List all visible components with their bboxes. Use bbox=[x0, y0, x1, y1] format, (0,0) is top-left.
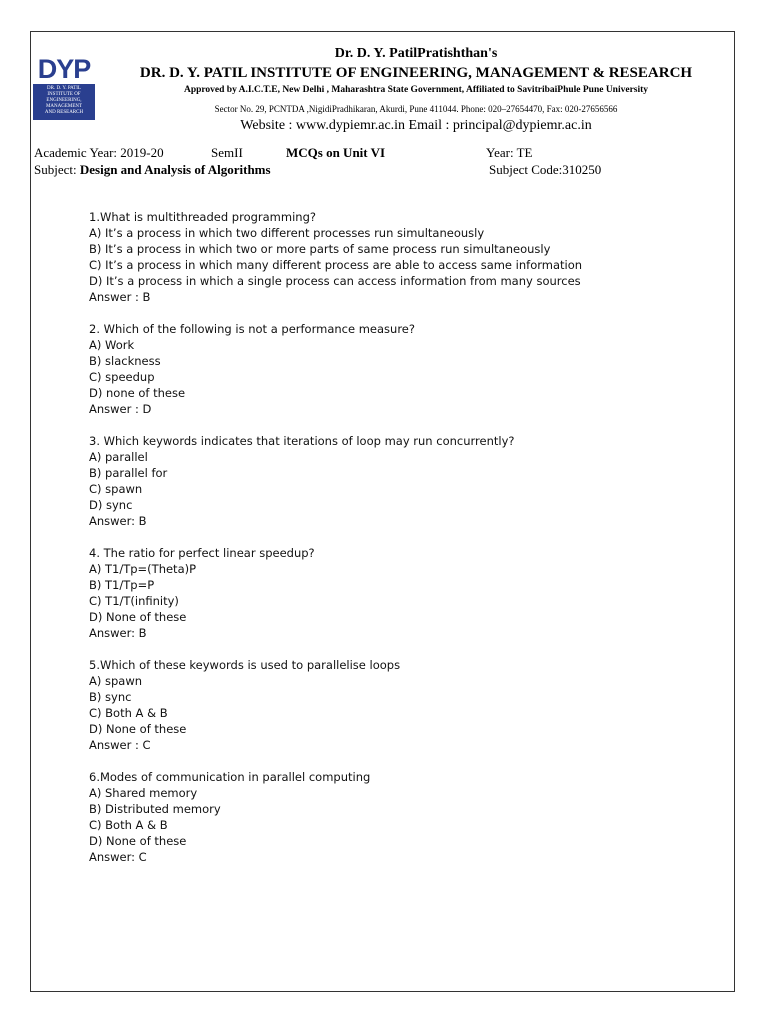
option: D) None of these bbox=[89, 834, 187, 848]
logo-line: MANAGEMENT bbox=[45, 104, 83, 109]
academic-year: Academic Year: 2019-20 bbox=[34, 145, 164, 160]
subject-code: Subject Code:310250 bbox=[489, 162, 602, 177]
document-page bbox=[30, 31, 735, 992]
option: A) T1/Tp=(Theta)P bbox=[89, 562, 197, 576]
subject-name: Design and Analysis of Algorithms bbox=[79, 162, 271, 177]
option: A) parallel bbox=[89, 450, 148, 464]
question-text: 2. Which of the following is not a performance measure? bbox=[89, 322, 415, 336]
option: A) It’s a process in which two different processes run simultaneously bbox=[89, 226, 485, 240]
question-block bbox=[89, 321, 729, 417]
question-block bbox=[89, 433, 729, 529]
question-block bbox=[89, 545, 729, 641]
logo-line: AND RESEARCH bbox=[44, 110, 84, 115]
question-text: 6.Modes of communication in parallel computing bbox=[89, 770, 371, 784]
logo-line: DR. D. Y. PATIL bbox=[47, 86, 81, 91]
answer: Answer: B bbox=[89, 514, 147, 528]
semester: SemII bbox=[211, 145, 243, 160]
mcq-title-text: MCQs on Unit VI bbox=[286, 145, 386, 160]
option: B) It’s a process in which two or more parts of same process run simultaneously bbox=[89, 242, 551, 256]
institute-logo bbox=[33, 54, 95, 124]
option: C) Both A & B bbox=[89, 818, 168, 832]
trust-name: Dr. D. Y. PatilPratishthan's bbox=[334, 46, 498, 61]
option: B) slackness bbox=[89, 354, 161, 368]
question-text: 1.What is multithreaded programming? bbox=[89, 210, 316, 224]
option: C) It’s a process in which many different process are able to access same information bbox=[89, 258, 583, 272]
answer: Answer : C bbox=[89, 738, 151, 752]
logo-line: INSTITUTE OF bbox=[47, 92, 81, 97]
option: D) It’s a process in which a single process can access information from many sources bbox=[89, 274, 581, 288]
address-line: Sector No. 29, PCNTDA ,NigidiPradhikaran, Akurdi, Pune 411044. Phone: 020–27654470, Fax: 020-27656566 bbox=[214, 104, 618, 114]
subject bbox=[34, 162, 271, 178]
year: Year: TE bbox=[486, 145, 533, 160]
option: B) T1/Tp=P bbox=[89, 578, 155, 592]
question-block bbox=[89, 209, 729, 305]
option: A) Work bbox=[89, 338, 135, 352]
option: C) Both A & B bbox=[89, 706, 168, 720]
option: D) sync bbox=[89, 498, 133, 512]
subject-label: Subject: bbox=[34, 162, 80, 177]
option: B) parallel for bbox=[89, 466, 168, 480]
answer: Answer: C bbox=[89, 850, 147, 864]
question-list bbox=[89, 209, 729, 881]
option: C) T1/T(infinity) bbox=[89, 594, 179, 608]
logo-caption bbox=[33, 84, 95, 120]
option: A) Shared memory bbox=[89, 786, 198, 800]
mcq-title bbox=[286, 145, 385, 161]
question-text: 5.Which of these keywords is used to parallelise loops bbox=[89, 658, 401, 672]
option: B) sync bbox=[89, 690, 132, 704]
option: D) None of these bbox=[89, 610, 187, 624]
option: B) Distributed memory bbox=[89, 802, 221, 816]
option: C) speedup bbox=[89, 370, 155, 384]
option: D) None of these bbox=[89, 722, 187, 736]
institute-name: DR. D. Y. PATIL INSTITUTE OF ENGINEERING, MANAGEMENT & RESEARCH bbox=[139, 65, 693, 81]
question-block bbox=[89, 657, 729, 753]
option: C) spawn bbox=[89, 482, 143, 496]
contact-line: Website : www.dypiemr.ac.in Email : principal@dypiemr.ac.in bbox=[240, 118, 592, 133]
answer: Answer : B bbox=[89, 290, 151, 304]
option: D) none of these bbox=[89, 386, 186, 400]
question-text: 3. Which keywords indicates that iterations of loop may run concurrently? bbox=[89, 434, 515, 448]
answer: Answer : D bbox=[89, 402, 152, 416]
question-text: 4. The ratio for perfect linear speedup? bbox=[89, 546, 315, 560]
logo-mark: DYP bbox=[33, 54, 95, 84]
approval-line: Approved by A.I.C.T.E, New Delhi , Maharashtra State Government, Affiliated to SavitribaiPhule Pune University bbox=[183, 85, 649, 95]
logo-line: ENGINEERING, bbox=[46, 98, 82, 103]
option: A) spawn bbox=[89, 674, 143, 688]
question-block bbox=[89, 769, 729, 865]
answer: Answer: B bbox=[89, 626, 147, 640]
